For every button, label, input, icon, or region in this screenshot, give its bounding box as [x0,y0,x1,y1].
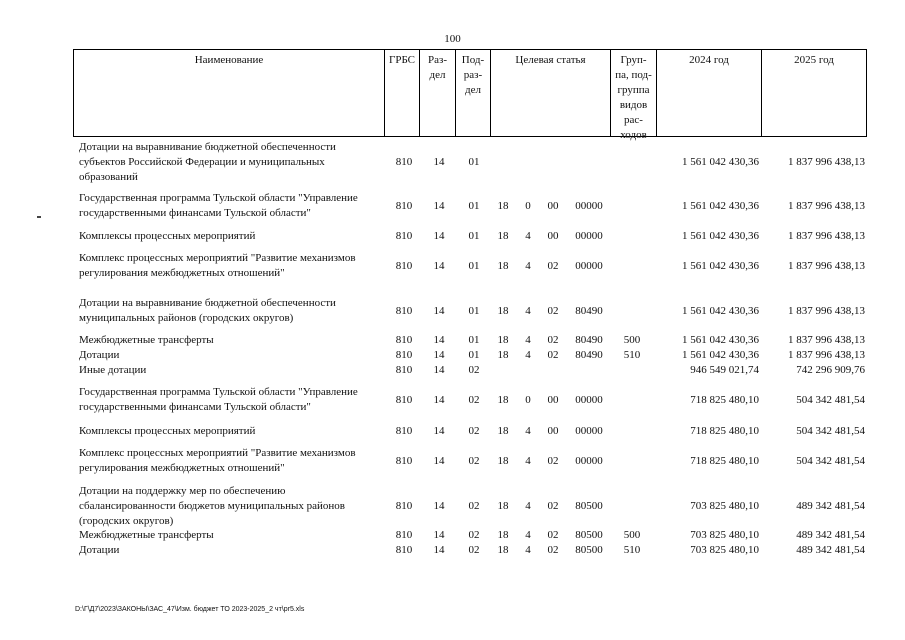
cell-grbs: 810 [395,156,413,168]
cell-v2024: 1 561 042 430,36 [682,199,759,212]
cell-v2025: 504 342 481,54 [796,393,865,406]
row-name: Дотации на выравнивание бюджетной обеспеченности муниципальных районов (городских округов) [79,297,336,324]
cell-t3: 02 [547,500,559,512]
cell-t2: 4 [525,454,531,467]
cell-pr: 02 [468,364,480,376]
cell-t4: 00000 [575,425,603,437]
cell-t3: 00 [547,393,559,406]
table-row [0,385,905,415]
cell-v2025: 742 296 909,76 [796,364,865,376]
cell-t2: 0 [525,199,531,212]
header-grbs: ГРБС [388,54,416,66]
cell-t4: 00000 [575,393,603,406]
file-path-footer: D:\Г\Д7\2023\ЗАКОНЫ\ЗАС_47\Изм. бюджет ТО 2023-2025_2 чт\pr5.xls [75,606,305,613]
row-name: Комплекс процессных мероприятий "Развитие механизмов регулирования межбюджетных отношений" [79,252,356,279]
cell-v2025: 489 342 481,54 [796,529,865,541]
row-name: Межбюджетные трансферты [79,334,214,346]
cell-t2: 4 [525,529,531,541]
row-name: Комплексы процессных мероприятий [79,425,256,437]
cell-rz: 14 [433,199,445,212]
table-row [0,296,905,326]
cell-t2: 4 [525,425,531,437]
cell-grbs: 810 [395,454,413,467]
cell-grbs: 810 [395,529,413,541]
header-podrazdel: Под- раз- дел [461,54,485,96]
cell-rz: 14 [433,454,445,467]
cell-t1: 18 [497,425,509,437]
cell-t1: 18 [497,304,509,317]
cell-pr: 02 [468,529,480,541]
cell-rz: 14 [433,393,445,406]
cell-t1: 18 [497,529,509,541]
cell-vr: 510 [623,544,641,556]
table-row [0,363,905,378]
cell-t3: 00 [547,199,559,212]
cell-v2025: 489 342 481,54 [796,544,865,556]
cell-t1: 18 [497,500,509,512]
cell-t4: 00000 [575,199,603,212]
cell-rz: 14 [433,364,445,376]
cell-t2: 4 [525,500,531,512]
cell-t3: 00 [547,425,559,437]
cell-v2025: 1 837 996 438,13 [788,334,865,346]
cell-t1: 18 [497,349,509,361]
cell-v2024: 703 825 480,10 [690,544,759,556]
cell-t4: 80490 [575,349,603,361]
cell-grbs: 810 [395,425,413,437]
cell-grbs: 810 [395,304,413,317]
cell-v2024: 718 825 480,10 [690,393,759,406]
header-2025: 2025 год [794,54,834,66]
cell-t3: 00 [547,230,559,242]
row-name: Иные дотации [79,364,147,376]
cell-rz: 14 [433,304,445,317]
cell-t3: 02 [547,529,559,541]
cell-t2: 4 [525,259,531,272]
table-row [0,348,905,363]
cell-v2025: 1 837 996 438,13 [788,156,865,168]
cell-pr: 02 [468,393,480,406]
cell-pr: 01 [468,230,480,242]
header-razdel: Раз- дел [427,54,447,81]
cell-v2024: 1 561 042 430,36 [682,230,759,242]
cell-grbs: 810 [395,349,413,361]
cell-pr: 01 [468,156,480,168]
table-row [0,191,905,221]
row-name: Комплексы процессных мероприятий [79,230,256,242]
cell-grbs: 810 [395,544,413,556]
cell-rz: 14 [433,349,445,361]
cell-vr: 500 [623,529,641,541]
cell-rz: 14 [433,259,445,272]
row-name: Дотации на выравнивание бюджетной обеспеченности субъектов Российской Федерации и муниципальных образований [79,141,336,183]
cell-t4: 80500 [575,529,603,541]
cell-t2: 4 [525,230,531,242]
cell-t3: 02 [547,454,559,467]
cell-t3: 02 [547,259,559,272]
cell-t1: 18 [497,199,509,212]
header-target-article: Целевая статья [515,54,586,66]
cell-t4: 80490 [575,334,603,346]
cell-t3: 02 [547,349,559,361]
cell-v2024: 718 825 480,10 [690,454,759,467]
table-row [0,251,905,281]
cell-v2025: 1 837 996 438,13 [788,230,865,242]
cell-pr: 02 [468,544,480,556]
cell-t1: 18 [497,544,509,556]
cell-rz: 14 [433,230,445,242]
cell-t3: 02 [547,304,559,317]
cell-t1: 18 [497,230,509,242]
table-row [0,333,905,348]
cell-t2: 4 [525,334,531,346]
cell-v2025: 504 342 481,54 [796,425,865,437]
cell-t1: 18 [497,393,509,406]
header-2024: 2024 год [689,54,729,66]
cell-pr: 02 [468,425,480,437]
cell-grbs: 810 [395,199,413,212]
cell-v2025: 1 837 996 438,13 [788,349,865,361]
cell-v2025: 1 837 996 438,13 [788,259,865,272]
cell-pr: 01 [468,199,480,212]
cell-v2024: 1 561 042 430,36 [682,349,759,361]
cell-grbs: 810 [395,500,413,512]
cell-t4: 80490 [575,304,603,317]
row-name: Дотации на поддержку мер по обеспечению сбалансированности бюджетов муниципальных районов (городских округов) [79,485,345,527]
cell-rz: 14 [433,156,445,168]
cell-pr: 01 [468,304,480,317]
margin-mark [37,216,41,218]
cell-vr: 510 [623,349,641,361]
cell-pr: 01 [468,259,480,272]
cell-grbs: 810 [395,334,413,346]
header-name: Наименование [194,54,264,66]
cell-v2024: 703 825 480,10 [690,529,759,541]
row-name: Комплекс процессных мероприятий "Развитие механизмов регулирования межбюджетных отношений" [79,447,356,474]
cell-t1: 18 [497,259,509,272]
cell-t1: 18 [497,334,509,346]
row-name: Государственная программа Тульской области "Управление государственными финансами Тульской области" [79,192,358,219]
cell-v2025: 1 837 996 438,13 [788,199,865,212]
header-expense-group: Груп- па, под- группа видов рас- ходов [615,54,652,141]
cell-v2024: 718 825 480,10 [690,425,759,437]
cell-v2025: 489 342 481,54 [796,500,865,512]
cell-v2025: 1 837 996 438,13 [788,304,865,317]
cell-rz: 14 [433,529,445,541]
cell-v2024: 1 561 042 430,36 [682,334,759,346]
table-row [0,229,905,244]
cell-t1: 18 [497,454,509,467]
table-row [0,140,905,185]
row-name: Дотации [79,544,120,556]
cell-grbs: 810 [395,364,413,376]
table-row [0,484,905,529]
cell-t2: 0 [525,393,531,406]
cell-grbs: 810 [395,259,413,272]
cell-t4: 00000 [575,259,603,272]
cell-rz: 14 [433,425,445,437]
table-row [0,543,905,558]
cell-t2: 4 [525,349,531,361]
row-name: Межбюджетные трансферты [79,529,214,541]
table-row [0,424,905,439]
cell-t4: 80500 [575,500,603,512]
cell-t3: 02 [547,334,559,346]
cell-pr: 01 [468,349,480,361]
page-number: 100 [444,33,461,45]
cell-pr: 02 [468,500,480,512]
cell-v2024: 946 549 021,74 [690,364,759,376]
cell-t3: 02 [547,544,559,556]
cell-v2024: 1 561 042 430,36 [682,156,759,168]
row-name: Дотации [79,349,120,361]
cell-t2: 4 [525,304,531,317]
cell-rz: 14 [433,500,445,512]
table-row [0,528,905,543]
cell-vr: 500 [623,334,641,346]
cell-pr: 01 [468,334,480,346]
cell-t4: 00000 [575,230,603,242]
cell-t4: 00000 [575,454,603,467]
table-row [0,446,905,476]
cell-pr: 02 [468,454,480,467]
cell-grbs: 810 [395,393,413,406]
cell-t4: 80500 [575,544,603,556]
cell-rz: 14 [433,334,445,346]
cell-rz: 14 [433,544,445,556]
cell-grbs: 810 [395,230,413,242]
row-name: Государственная программа Тульской области "Управление государственными финансами Тульской области" [79,386,358,413]
cell-t2: 4 [525,544,531,556]
cell-v2024: 1 561 042 430,36 [682,259,759,272]
cell-v2024: 1 561 042 430,36 [682,304,759,317]
cell-v2024: 703 825 480,10 [690,500,759,512]
cell-v2025: 504 342 481,54 [796,454,865,467]
